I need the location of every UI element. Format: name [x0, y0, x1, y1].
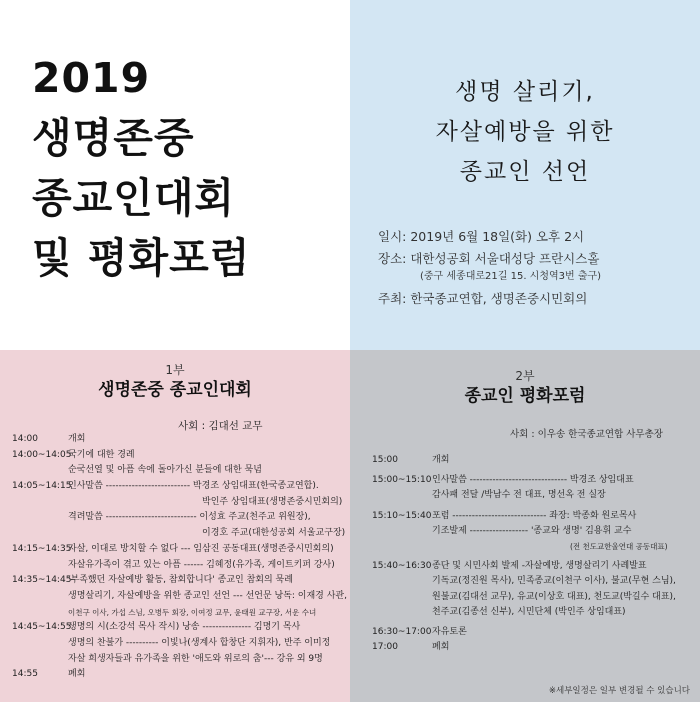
- part1-schedule-item: 격려말씀 ---------------------------- 이성효 주교(천주교 위원장),: [68, 512, 311, 523]
- part1-schedule-item: 박인주 상임대표(생명존중시민회의): [202, 496, 343, 507]
- part1-schedule-row: [12, 667, 346, 683]
- schedule-change-note: ※세부일정은 일부 변경될 수 있습니다: [548, 686, 690, 696]
- part2-schedule-row: [372, 590, 696, 605]
- part1-schedule-time: 14:05~14:15: [12, 481, 72, 492]
- part2-schedule-item: 감사패 전달 /박남수 전 대표, 명선옥 전 실장: [432, 490, 606, 501]
- part2-schedule-row: [372, 539, 696, 554]
- part1-schedule-row: [12, 605, 346, 621]
- part2-schedule-row: [372, 473, 696, 488]
- event-info: [378, 226, 601, 310]
- part2-schedule-row: [372, 605, 696, 620]
- declaration-line-3: 종교인 선언: [459, 159, 591, 185]
- part2-schedule-row: [372, 574, 696, 589]
- part2-number: 2부: [515, 369, 535, 383]
- part1-schedule-time: 14:15~14:35: [12, 543, 72, 554]
- part1-schedule-item: 생명의 찬불가 ---------- 이빛나(생계사 합창단 지휘자), 반주 이미정: [68, 637, 331, 648]
- part1-title: 생명존중 종교인대회: [98, 380, 252, 400]
- title-panel: [0, 0, 350, 350]
- part1-schedule-time: 14:00~14:05: [12, 449, 72, 460]
- part1-number: 1부: [165, 363, 185, 377]
- part2-schedule-time: 15:00~15:10: [372, 475, 432, 486]
- part1-schedule-row: [12, 589, 346, 605]
- part2-schedule-time: 15:10~15:40: [372, 510, 432, 521]
- part2-schedule-row: [372, 488, 696, 503]
- part2-schedule-item: 기조발제 ------------------ '종교와 생명' 김용휘 교수: [432, 525, 632, 536]
- part2-schedule-time: 15:00: [372, 455, 398, 465]
- event-title-year: 2019: [32, 54, 151, 102]
- event-place-detail: (중구 세종대로21길 15. 시청역3번 출구): [420, 271, 602, 282]
- part1-schedule-row: [12, 620, 346, 636]
- part1-schedule-row: [12, 558, 346, 574]
- part1-schedule-row: [12, 573, 346, 589]
- part1-schedule-row: [12, 432, 346, 448]
- part1-schedule-time: 14:55: [12, 669, 38, 680]
- part2-panel: [350, 350, 700, 702]
- part2-schedule-row: [372, 509, 696, 524]
- part2-schedule-time: 15:40~16:30: [372, 561, 432, 572]
- part2-schedule-item: 자유토론: [432, 626, 467, 637]
- event-title-line-1: 생명존중: [32, 114, 195, 162]
- declaration-line-1: 생명 살리기,: [455, 79, 595, 105]
- part1-schedule-item: 생명의 시(소강석 목사 작시) 낭송 --------------- 김명기 목사: [68, 622, 301, 633]
- event-place: 장소: 대한성공회 서울대성당 프란시스홀: [378, 251, 600, 266]
- part1-panel: [0, 350, 350, 702]
- part1-schedule-time: 14:45~14:55: [12, 622, 72, 633]
- part1-moderator: 사회 : 김대선 교무: [178, 420, 263, 432]
- event-host: 주최: 한국종교연합, 생명존중시민회의: [378, 291, 588, 306]
- part1-schedule-row: [12, 463, 346, 479]
- part1-schedule-row: [12, 636, 346, 652]
- part1-schedule-item: 생명살리기, 자살예방을 위한 종교인 선언 --- 선언문 낭독: 이재경 사관,: [68, 590, 347, 601]
- part1-schedule-time: 14:00: [12, 434, 38, 444]
- part2-schedule-item: 원불교(김대선 교무), 유교(이상호 대표), 천도교(박길수 대표),: [432, 591, 676, 602]
- part2-heading: [350, 368, 700, 408]
- part2-schedule-row: [372, 640, 696, 655]
- part2-title: 종교인 평화포럼: [464, 386, 586, 406]
- event-title: [32, 48, 250, 288]
- declaration-line-2: 자살예방을 위한: [435, 119, 615, 145]
- part1-schedule-row: [12, 652, 346, 668]
- part2-schedule-item: 폐회: [432, 642, 450, 653]
- part1-schedule-time: 14:35~14:45: [12, 575, 72, 586]
- part2-schedule-row: [372, 625, 696, 640]
- part2-schedule-item: 기독교(정진원 목사), 민족종교(이천구 이사), 불교(무현 스님),: [432, 576, 676, 587]
- part2-moderator: 사회 : 이우송 한국종교연합 사무총장: [510, 429, 663, 440]
- declaration-title: [350, 72, 700, 192]
- part2-schedule-item: 포럼 ----------------------------- 좌장: 박종화 원로목사: [432, 510, 637, 521]
- part2-schedule-item: 인사말씀 ------------------------------ 박경조 상임대표: [432, 475, 634, 486]
- part1-schedule-item: '부족했던 자살예방 활동, 참회합니다' 종교인 참회의 묵례: [68, 575, 293, 586]
- part1-schedule-item: 이천구 이사, 가섭 스님, 오병두 회장, 이여정 교무, 윤태원 교구장, 서운 수녀: [68, 607, 317, 617]
- part1-schedule-row: [12, 542, 346, 558]
- part1-schedule-item: 인사말씀 -------------------------- 박경조 상임대표(한국종교연합).: [68, 481, 319, 492]
- part1-schedule-item: 폐회: [68, 669, 86, 680]
- part2-schedule-item: 천주교(김종선 신부), 시민단체 (박인주 상임대표): [432, 606, 626, 617]
- part1-schedule-item: 국기에 대한 경례: [68, 449, 135, 460]
- part1-schedule-row: [12, 479, 346, 495]
- part1-schedule-item: 이경호 주교(대한성공회 서울교구장): [202, 528, 346, 539]
- part1-schedule-item: 자살 희생자들과 유가족을 위한 '애도와 위로의 춤'--- 강유 외 9명: [68, 653, 323, 664]
- part1-schedule-row: [12, 495, 346, 511]
- part2-schedule-row: [372, 559, 696, 574]
- part2-schedule-item: 개회: [432, 455, 450, 465]
- event-title-line-2: 종교인대회: [32, 174, 236, 222]
- part2-schedule-row: [372, 524, 696, 539]
- part1-heading: [0, 362, 350, 402]
- event-date: 일시: 2019년 6월 18일(화) 오후 2시: [378, 229, 585, 244]
- part2-schedule: [372, 453, 696, 655]
- declaration-panel: [350, 0, 700, 350]
- part1-schedule-row: [12, 526, 346, 542]
- part2-schedule-time: 17:00: [372, 642, 398, 653]
- part1-schedule-item: 개회: [68, 434, 86, 444]
- part2-schedule-time: 16:30~17:00: [372, 626, 432, 637]
- part2-schedule-item: (전 천도교한울연대 공동대표): [570, 541, 668, 551]
- part1-schedule-row: [12, 448, 346, 464]
- part1-schedule-item: 자살유가족이 겪고 있는 아픔 ------ 김혜정(유가족, 게이트키퍼 강사): [68, 559, 335, 570]
- part1-schedule-item: 자살, 이대로 방치할 수 없다 --- 임삼진 공동대표(생명존중시민회의): [68, 543, 334, 554]
- part1-schedule-row: [12, 510, 346, 526]
- event-title-line-3: 및 평화포럼: [32, 234, 251, 282]
- part2-schedule-row: [372, 453, 696, 468]
- part1-schedule: [12, 432, 346, 683]
- part1-schedule-item: 순국선열 및 아픔 속에 돌아가신 분들에 대한 묵념: [68, 465, 262, 476]
- part2-schedule-item: 종단 및 시민사회 발제 -자살예방, 생명살리기 사례발표: [432, 561, 647, 572]
